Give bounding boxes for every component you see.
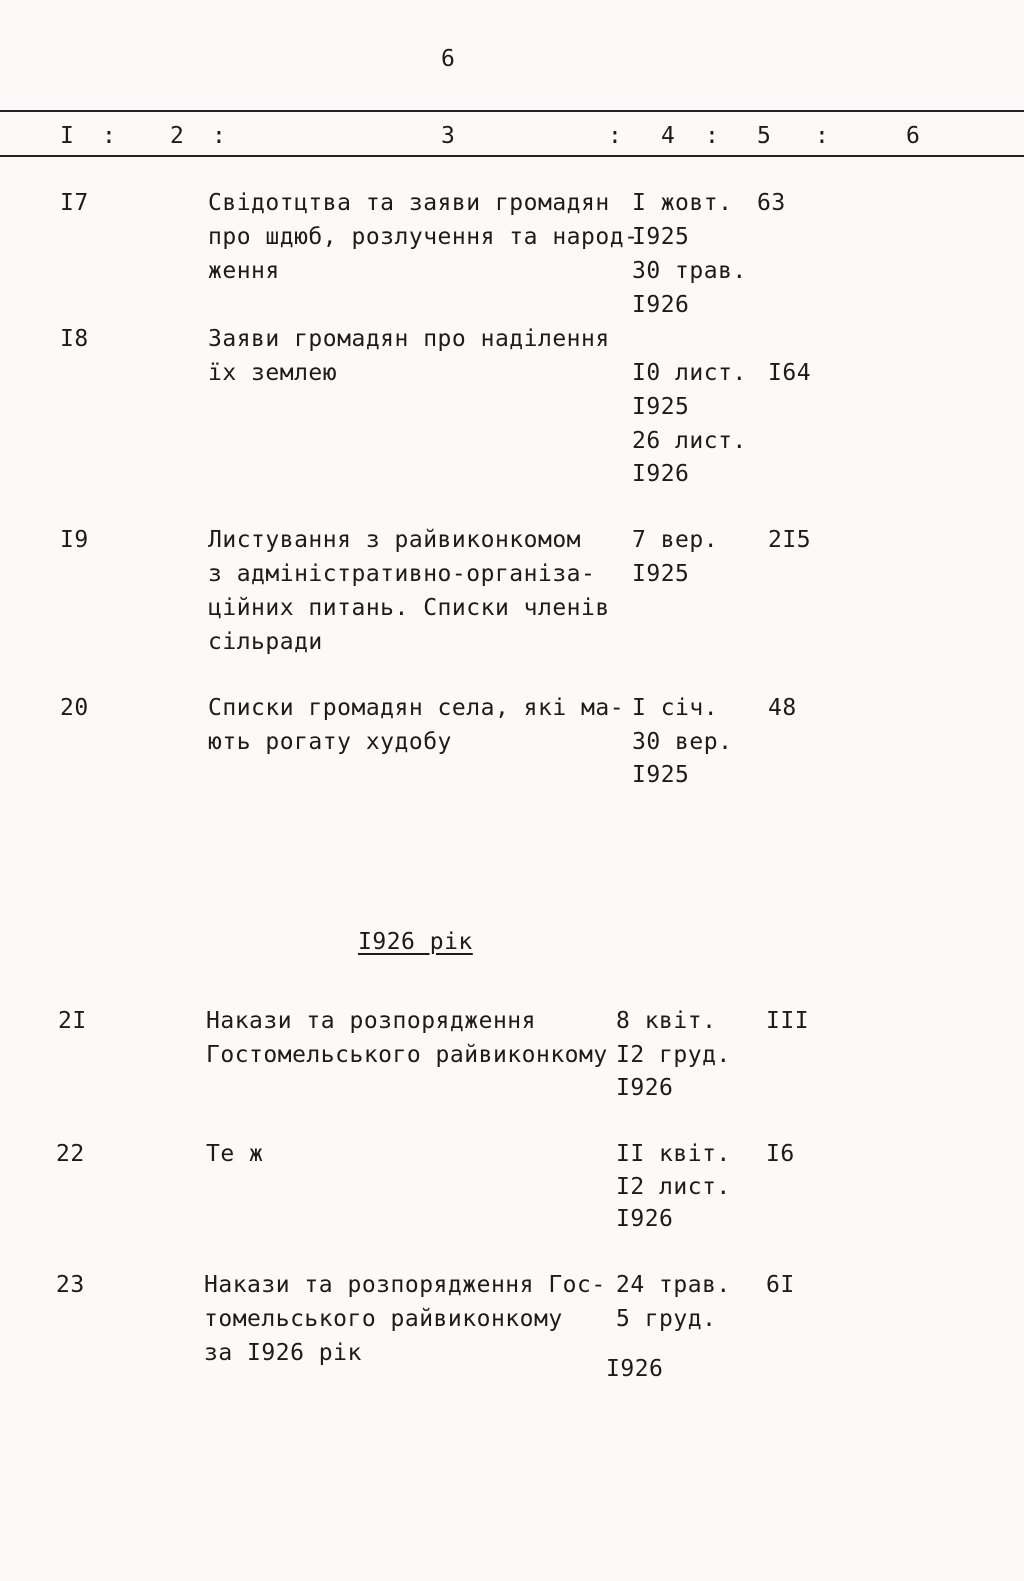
entry-date-line: 30 трав. bbox=[632, 258, 747, 284]
entry-title-line: їх землею bbox=[208, 360, 338, 386]
entry-title-line: ційних питань. Списки членів bbox=[208, 595, 610, 621]
entry-number: 2I bbox=[58, 1008, 87, 1034]
entry-title-line: Заяви громадян про наділення bbox=[208, 326, 610, 352]
entry-date-line: I926 bbox=[606, 1356, 664, 1382]
entry-date-line: I2 груд. bbox=[616, 1042, 731, 1068]
entry-date-line: I925 bbox=[632, 394, 690, 420]
page-number: 6 bbox=[441, 46, 455, 72]
entry-date-line: 7 вер. bbox=[632, 527, 719, 553]
header-separator: : bbox=[212, 123, 226, 149]
entry-date-line: 30 вер. bbox=[632, 729, 733, 755]
entry-title-line: ження bbox=[208, 258, 280, 284]
entry-date-line: I926 bbox=[616, 1075, 674, 1101]
header-col-5: 5 bbox=[757, 123, 771, 149]
header-col-4: 4 bbox=[661, 123, 675, 149]
entry-sheet-count: 2I5 bbox=[768, 527, 812, 553]
header-separator: : bbox=[102, 123, 116, 149]
entry-date-line: I925 bbox=[632, 224, 690, 250]
entry-date-line: I925 bbox=[632, 561, 690, 587]
entry-number: I7 bbox=[60, 190, 89, 216]
entry-title-line: Те ж bbox=[206, 1141, 264, 1167]
entry-date-line: I926 bbox=[616, 1206, 674, 1232]
header-separator: : bbox=[608, 123, 622, 149]
entry-sheet-count: I64 bbox=[768, 360, 812, 386]
entry-sheet-count: 63 bbox=[757, 190, 786, 216]
entry-sheet-count: 48 bbox=[768, 695, 797, 721]
header-col-3: 3 bbox=[441, 123, 455, 149]
entry-date-line: I жовт. bbox=[632, 190, 733, 216]
entry-sheet-count: I6 bbox=[766, 1141, 795, 1167]
header-top-rule bbox=[0, 110, 1024, 112]
entry-title-line: Накази та розпорядження Гос- bbox=[204, 1272, 606, 1298]
entry-number: 23 bbox=[56, 1272, 85, 1298]
entry-number: I8 bbox=[60, 326, 89, 352]
entry-date-line: 8 квіт. bbox=[616, 1008, 717, 1034]
entry-date-line: I926 bbox=[632, 461, 690, 487]
entry-number: 20 bbox=[60, 695, 89, 721]
header-separator: : bbox=[815, 123, 829, 149]
entry-date-line: I925 bbox=[632, 762, 690, 788]
entry-title-line: Гостомельського райвиконкому bbox=[206, 1042, 608, 1068]
header-col-2: 2 bbox=[170, 123, 184, 149]
entry-title-line: Накази та розпорядження bbox=[206, 1008, 536, 1034]
entry-date-line: I0 лист. bbox=[632, 360, 747, 386]
entry-date-line: 24 трав. bbox=[616, 1272, 731, 1298]
entry-sheet-count: III bbox=[766, 1008, 810, 1034]
entry-date-line: I926 bbox=[632, 292, 690, 318]
entry-date-line: I2 лист. bbox=[616, 1174, 731, 1200]
header-col-1: I bbox=[60, 123, 74, 149]
header-bottom-rule bbox=[0, 155, 1024, 157]
entry-title-line: з адміністративно-організа- bbox=[208, 561, 596, 587]
entry-title-line: про шдюб, розлучення та народ- bbox=[208, 224, 639, 250]
entry-title-line: Свідотцтва та заяви громадян bbox=[208, 190, 610, 216]
entry-date-line: 5 груд. bbox=[616, 1306, 717, 1332]
entry-number: I9 bbox=[60, 527, 89, 553]
entry-title-line: за I926 рік bbox=[204, 1340, 362, 1366]
entry-number: 22 bbox=[56, 1141, 85, 1167]
entry-date-line: I січ. bbox=[632, 695, 719, 721]
entry-title-line: томельського райвиконкому bbox=[204, 1306, 563, 1332]
entry-title-line: сільради bbox=[208, 629, 323, 655]
section-heading: I926 рік bbox=[358, 929, 473, 955]
header-col-6: 6 bbox=[906, 123, 920, 149]
entry-date-line: 26 лист. bbox=[632, 428, 747, 454]
entry-title-line: ють рогату худобу bbox=[208, 729, 452, 755]
header-separator: : bbox=[705, 123, 719, 149]
entry-title-line: Листування з райвиконкомом bbox=[208, 527, 582, 553]
entry-title-line: Списки громадян села, які ма- bbox=[208, 695, 625, 721]
entry-date-line: II квіт. bbox=[616, 1141, 731, 1167]
entry-sheet-count: 6I bbox=[766, 1272, 795, 1298]
